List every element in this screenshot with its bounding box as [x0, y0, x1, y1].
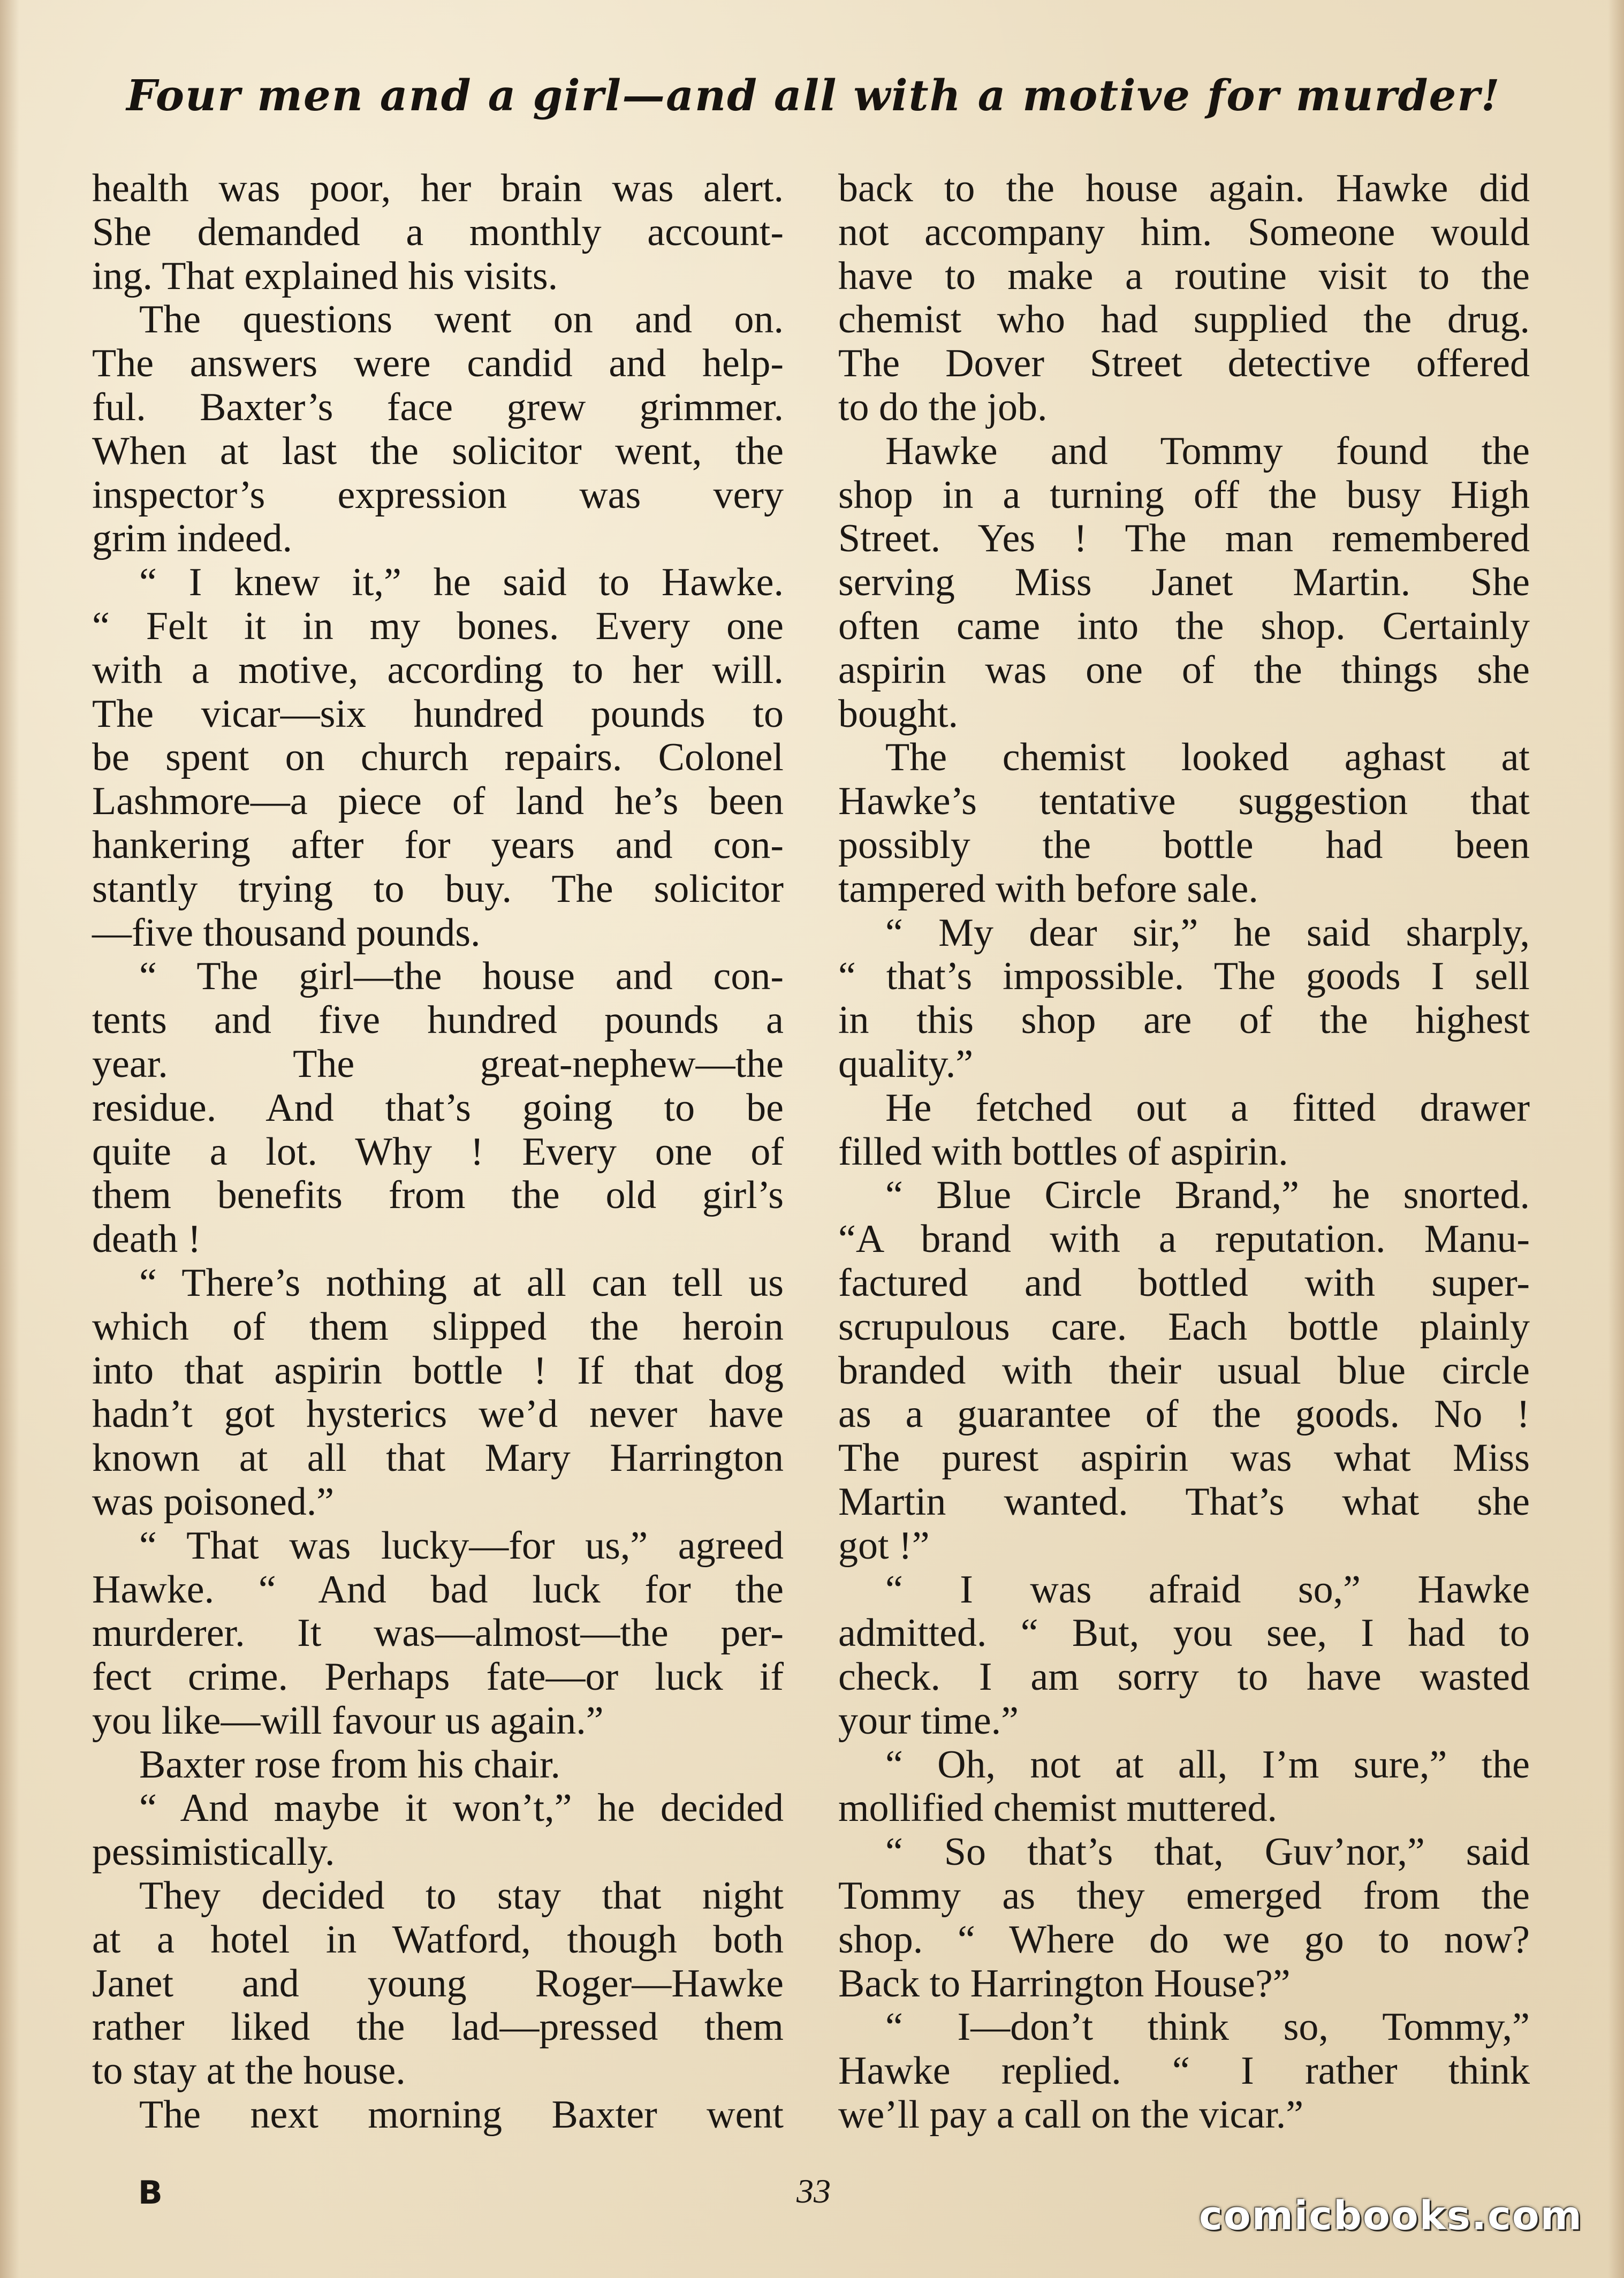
text-line: you like—will favour us again.” [92, 1698, 604, 1743]
text-line: which of them slipped the heroin [92, 1304, 784, 1349]
text-line: into that aspirin bottle ! If that dog [92, 1348, 784, 1393]
text-line: Back to Harrington House?” [838, 1961, 1291, 2006]
text-line: your time.” [838, 1698, 1019, 1743]
watermark-logo: comicbooks.com [1199, 2193, 1583, 2239]
text-line: possibly the bottle had been [838, 823, 1530, 867]
page-number: 33 [796, 2172, 831, 2210]
text-line: ful. Baxter’s face grew grimmer. [92, 385, 784, 429]
text-line: “ I was afraid so,” Hawke [885, 1567, 1530, 1612]
text-line: “ So that’s that, Guv’nor,” said [885, 1830, 1530, 1874]
text-line: grim indeed. [92, 517, 293, 561]
text-line: The chemist looked aghast at [885, 735, 1530, 780]
text-column-left [92, 167, 784, 2137]
text-line: The vicar—six hundred pounds to [92, 692, 784, 736]
text-line: They decided to stay that night [139, 1874, 784, 1918]
text-line: fect crime. Perhaps fate—or luck if [92, 1655, 784, 1699]
text-line: Hawke and Tommy found the [885, 429, 1530, 473]
text-line: to do the job. [838, 385, 1048, 429]
text-line: check. I am sorry to have wasted [838, 1655, 1530, 1699]
text-line: inspector’s expression was very [92, 473, 784, 517]
text-line: quality.” [838, 1042, 974, 1086]
text-line: bought. [838, 692, 959, 736]
text-line: Janet and young Roger—Hawke [92, 1961, 784, 2006]
text-line: “ that’s impossible. The goods I sell [838, 954, 1530, 999]
text-line: we’ll pay a call on the vicar.” [838, 2093, 1304, 2137]
text-line: them benefits from the old girl’s [92, 1173, 784, 1218]
page-edge-shadow-right [1608, 0, 1624, 2278]
page-edge-shadow-left [0, 0, 19, 2278]
text-line: “A brand with a reputation. Manu- [838, 1217, 1530, 1262]
page-header-title: Four men and a girl—and all with a motive for murder! [126, 70, 1501, 120]
text-line: known at all that Mary Harrington [92, 1436, 784, 1480]
text-line: death ! [92, 1217, 201, 1262]
text-line: “ There’s nothing at all can tell us [139, 1261, 784, 1305]
text-line: scrupulous care. Each bottle plainly [838, 1304, 1530, 1349]
text-line: “ Blue Circle Brand,” he snorted. [885, 1173, 1530, 1218]
text-line: tents and five hundred pounds a [92, 998, 784, 1043]
text-line: Baxter rose from his chair. [139, 1742, 561, 1787]
text-line: The answers were candid and help- [92, 341, 784, 386]
text-line: branded with their usual blue circle [838, 1348, 1530, 1393]
text-line: —five thousand pounds. [92, 910, 481, 955]
text-line: ing. That explained his visits. [92, 254, 558, 298]
text-line: “ Oh, not at all, I’m sure,” the [885, 1742, 1530, 1787]
text-line: Street. Yes ! The man remembered [838, 517, 1530, 561]
text-line: in this shop are of the highest [838, 998, 1530, 1043]
text-line: hadn’t got hysterics we’d never have [92, 1392, 784, 1437]
text-line: was poisoned.” [92, 1479, 335, 1524]
text-line: Hawke. “ And bad luck for the [92, 1567, 784, 1612]
text-line: tampered with before sale. [838, 867, 1258, 911]
text-line: murderer. It was—almost—the per- [92, 1611, 784, 1656]
signature-mark: B [138, 2174, 163, 2212]
text-line: have to make a routine visit to the [838, 254, 1530, 298]
text-line: as a guarantee of the goods. No ! [838, 1392, 1530, 1437]
text-line: residue. And that’s going to be [92, 1085, 784, 1130]
text-line: health was poor, her brain was alert. [92, 166, 784, 210]
text-line: The next morning Baxter went [139, 2093, 784, 2137]
text-line: “ I knew it,” he said to Hawke. [139, 560, 784, 605]
text-line: quite a lot. Why ! Every one of [92, 1129, 784, 1174]
text-line: back to the house again. Hawke did [838, 166, 1530, 210]
text-line: admitted. “ But, you see, I had to [838, 1611, 1530, 1656]
text-line: “ That was lucky—for us,” agreed [139, 1523, 784, 1568]
text-line: mollified chemist muttered. [838, 1786, 1277, 1831]
text-line: When at last the solicitor went, the [92, 429, 784, 473]
text-line: chemist who had supplied the drug. [838, 298, 1530, 342]
text-line: shop. “ Where do we go to now? [838, 1917, 1530, 1962]
text-line: got !” [838, 1523, 930, 1568]
text-line: rather liked the lad—pressed them [92, 2005, 784, 2049]
text-line: to stay at the house. [92, 2049, 406, 2093]
text-line: with a motive, according to her will. [92, 648, 784, 692]
text-line: Tommy as they emerged from the [838, 1874, 1530, 1918]
text-line: Lashmore—a piece of land he’s been [92, 779, 784, 824]
text-line: The questions went on and on. [139, 298, 784, 342]
text-line: factured and bottled with super- [838, 1261, 1530, 1305]
text-line: “ My dear sir,” he said sharply, [885, 910, 1530, 955]
text-line: filled with bottles of aspirin. [838, 1129, 1288, 1174]
text-line: often came into the shop. Certainly [838, 604, 1530, 648]
text-line: stantly trying to buy. The solicitor [92, 867, 784, 911]
text-line: The Dover Street detective offered [838, 341, 1530, 386]
text-line: hankering after for years and con- [92, 823, 784, 867]
text-line: “ The girl—the house and con- [139, 954, 784, 999]
text-line: year. The great-nephew—the [92, 1042, 784, 1086]
text-line: serving Miss Janet Martin. She [838, 560, 1530, 605]
text-line: shop in a turning off the busy High [838, 473, 1530, 517]
text-line: She demanded a monthly account- [92, 210, 784, 254]
text-line: pessimistically. [92, 1830, 335, 1874]
text-line: not accompany him. Someone would [838, 210, 1530, 254]
text-line: Martin wanted. That’s what she [838, 1479, 1530, 1524]
text-column-right [838, 167, 1530, 2137]
text-line: be spent on church repairs. Colonel [92, 735, 784, 780]
text-line: aspirin was one of the things she [838, 648, 1530, 692]
text-line: Hawke replied. “ I rather think [838, 2049, 1530, 2093]
text-line: “ I—don’t think so, Tommy,” [885, 2005, 1530, 2049]
text-line: at a hotel in Watford, though both [92, 1917, 784, 1962]
text-line: “ Felt it in my bones. Every one [92, 604, 784, 648]
text-line: He fetched out a fitted drawer [885, 1085, 1530, 1130]
text-line: “ And maybe it won’t,” he decided [139, 1786, 784, 1831]
text-line: Hawke’s tentative suggestion that [838, 779, 1530, 824]
text-line: The purest aspirin was what Miss [838, 1436, 1530, 1480]
